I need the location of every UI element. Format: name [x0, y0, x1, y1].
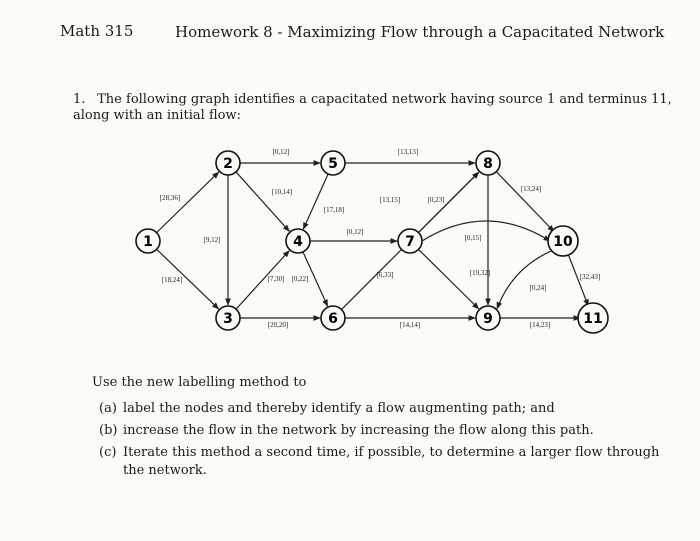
edge-label-3-6: [20,20]	[267, 321, 289, 329]
node-2	[216, 151, 240, 175]
edge-label-7-10: [19,32]	[469, 269, 491, 277]
part-label: (a)	[99, 401, 117, 416]
edge-label-8-10: [13,24]	[520, 185, 542, 193]
node-label: 5	[328, 156, 338, 172]
node-label: 6	[328, 311, 338, 327]
edge-label-10-11: [32,43]	[579, 273, 601, 281]
edge-label-2-4: [10,14]	[271, 188, 293, 196]
instruction-part-c	[99, 444, 672, 480]
edge-label-5-8: [13,13]	[397, 148, 419, 156]
edge-label-1-3: [18,24]	[161, 276, 183, 284]
node-label: 2	[223, 156, 233, 172]
part-text: label the nodes and thereby identify a flow augmenting path; and	[123, 401, 555, 416]
node-label: 1	[143, 234, 153, 250]
edge-label-3-4: [7,30]	[267, 275, 285, 283]
edge-label-2-5: [0,12]	[272, 148, 290, 156]
node-label: 10	[553, 234, 573, 250]
edge-label-6-8: [13,15]	[379, 196, 401, 204]
node-label: 9	[483, 311, 493, 327]
edge-label-6-9: [14,14]	[399, 321, 421, 329]
problem-number: 1.	[73, 92, 86, 107]
node-label: 7	[405, 234, 415, 250]
node-label: 3	[223, 311, 233, 327]
node-1	[136, 229, 160, 253]
node-10	[548, 226, 578, 256]
part-text: increase the flow in the network by increasing the flow along this path.	[123, 423, 594, 438]
node-6	[321, 306, 345, 330]
node-5	[321, 151, 345, 175]
node-8	[476, 151, 500, 175]
part-label: (c)	[99, 445, 117, 460]
part-label: (b)	[99, 423, 118, 438]
edge-label-10-9: [0,24]	[529, 284, 547, 292]
edge-label-4-7: [0,12]	[346, 228, 364, 236]
edge-10-9	[497, 250, 555, 309]
edge-7-10	[422, 221, 550, 241]
edge-label-8-9: [0,15]	[464, 234, 482, 242]
node-3	[216, 306, 240, 330]
node-7	[398, 229, 422, 253]
page-title: Homework 8 - Maximizing Flow through a Capacitated Network	[175, 23, 665, 41]
node-label: 11	[583, 311, 603, 327]
edge-1-2	[157, 172, 219, 233]
node-4	[286, 229, 310, 253]
edge-5-4	[303, 174, 328, 229]
edge-7-9	[419, 249, 479, 308]
node-11	[578, 303, 608, 333]
edge-label-2-3: [9,12]	[203, 236, 221, 244]
instruction-part-b	[99, 422, 672, 440]
edge-label-5-4: [17,18]	[323, 206, 345, 214]
node-label: 4	[293, 234, 303, 250]
edge-label-4-6: [0,22]	[291, 275, 309, 283]
edge-label-1-2: [28,36]	[159, 194, 181, 202]
edge-2-4	[236, 172, 289, 231]
part-text: Iterate this method a second time, if possible, to determine a larger flow through the network.	[123, 445, 660, 478]
edge-label-7-9: [6,33]	[376, 271, 394, 279]
instruction-part-a	[99, 400, 672, 418]
node-label: 8	[483, 156, 493, 172]
instructions-intro: Use the new labelling method to	[92, 375, 307, 390]
instructions	[92, 374, 672, 484]
edge-label-9-11: [14,23]	[529, 321, 551, 329]
course-name: Math 315	[60, 22, 134, 40]
edge-label-7-8: [0,23]	[427, 196, 445, 204]
node-9	[476, 306, 500, 330]
problem-text: The following graph identifies a capacitated network having source 1 and terminus 11, along with an initial flow:	[73, 92, 672, 123]
